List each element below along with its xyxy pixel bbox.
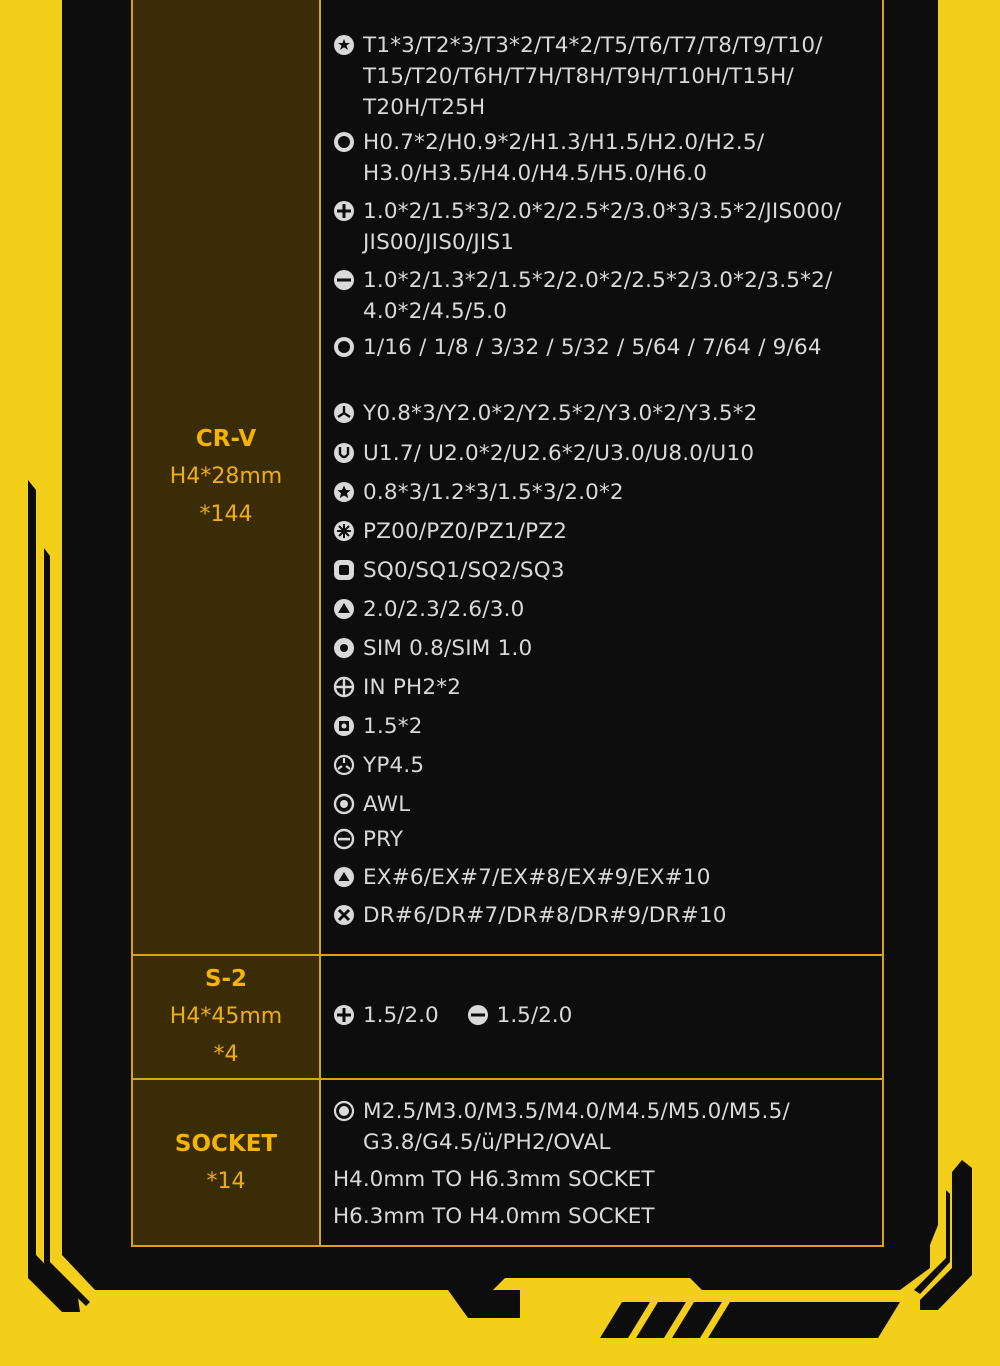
list-item: 1.0*2/1.5*3/2.0*2/2.5*2/3.0*3/3.5*2/JIS000/ JIS00/JIS0/JIS1 xyxy=(333,196,878,258)
list-item: 1.5*2 xyxy=(333,711,878,742)
tri-wing-icon xyxy=(333,402,355,424)
table-row-socket xyxy=(133,1078,882,1245)
list-item: DR#6/DR#7/DR#8/DR#9/DR#10 xyxy=(333,900,878,931)
bits-list-crv xyxy=(321,0,882,954)
parts-table xyxy=(131,0,884,1247)
pentalobe-icon xyxy=(333,481,355,503)
list-item: PRY xyxy=(333,824,878,855)
list-item: M2.5/M3.0/M3.5/M4.0/M4.5/M5.0/M5.5/ G3.8/G4.5/ü/PH2/OVAL xyxy=(333,1096,878,1158)
list-item: Y0.8*3/Y2.0*2/Y2.5*2/Y3.0*2/Y3.5*2 xyxy=(333,398,878,429)
material-spec: H4*45mm xyxy=(169,1004,283,1029)
awl-icon xyxy=(333,793,355,815)
material-cell-s2 xyxy=(133,956,321,1078)
list-item: 1/16 / 1/8 / 3/32 / 5/32 / 5/64 / 7/64 / 9/64 xyxy=(333,332,878,363)
list-item: YP4.5 xyxy=(333,750,878,781)
sim-icon xyxy=(333,637,355,659)
list-item: AWL xyxy=(333,789,878,820)
list-item: EX#6/EX#7/EX#8/EX#9/EX#10 xyxy=(333,862,878,893)
bottom-bar xyxy=(448,1290,520,1318)
u-shape-icon xyxy=(333,442,355,464)
y-point-icon xyxy=(333,754,355,776)
list-item: H0.7*2/H0.9*2/H1.3/H1.5/H2.0/H2.5/ H3.0/H3.5/H4.0/H4.5/H5.0/H6.0 xyxy=(333,127,878,189)
list-item: U1.7/ U2.0*2/U2.6*2/U3.0/U8.0/U10 xyxy=(333,438,878,469)
ex-icon xyxy=(333,866,355,888)
pry-icon xyxy=(333,828,355,850)
phillips-icon xyxy=(333,1004,355,1026)
triangle-icon xyxy=(333,598,355,620)
slotted-icon xyxy=(467,1004,489,1026)
list-item: SQ0/SQ1/SQ2/SQ3 xyxy=(333,555,878,586)
socket-icon xyxy=(333,1100,355,1122)
bits-list-socket xyxy=(321,1080,882,1245)
list-item: PZ00/PZ0/PZ1/PZ2 xyxy=(333,516,878,547)
hex-icon xyxy=(333,131,355,153)
quad-icon xyxy=(333,715,355,737)
slanted-stripes xyxy=(600,1302,900,1338)
list-item: 1.5/2.0 1.5/2.0 xyxy=(333,1000,572,1031)
slotted-icon xyxy=(333,269,355,291)
list-item: H6.3mm TO H4.0mm SOCKET xyxy=(333,1204,655,1229)
list-item: 2.0/2.3/2.6/3.0 xyxy=(333,594,878,625)
torx-icon xyxy=(333,34,355,56)
list-item: SIM 0.8/SIM 1.0 xyxy=(333,633,878,664)
list-item: H4.0mm TO H6.3mm SOCKET xyxy=(333,1167,655,1192)
material-count: *14 xyxy=(206,1168,246,1194)
material-name: CR-V xyxy=(195,426,257,452)
phillips-icon xyxy=(333,200,355,222)
list-item: T1*3/T2*3/T3*2/T4*2/T5/T6/T7/T8/T9/T10/ T15/T20/T6H/T7H/T8H/T9H/T10H/T15H/ T20H/T25H xyxy=(333,30,878,123)
list-item: 0.8*3/1.2*3/1.5*3/2.0*2 xyxy=(333,477,878,508)
dr-icon xyxy=(333,904,355,926)
material-name: S-2 xyxy=(204,966,248,992)
cross-circle-icon xyxy=(333,676,355,698)
material-count: *144 xyxy=(199,502,253,527)
material-spec: H4*28mm xyxy=(169,464,283,489)
pozidriv-icon xyxy=(333,520,355,542)
material-name: SOCKET xyxy=(174,1130,278,1157)
table-row-crv xyxy=(133,0,882,954)
table-row-s2 xyxy=(133,954,882,1078)
material-cell-socket xyxy=(133,1080,321,1245)
square-icon xyxy=(333,559,355,581)
bits-list-s2 xyxy=(321,956,882,1078)
list-item: IN PH2*2 xyxy=(333,672,878,703)
hex-inch-icon xyxy=(333,336,355,358)
list-item: 1.0*2/1.3*2/1.5*2/2.0*2/2.5*2/3.0*2/3.5*2/ 4.0*2/4.5/5.0 xyxy=(333,265,878,327)
material-count: *4 xyxy=(213,1042,239,1067)
material-cell-crv xyxy=(133,0,321,954)
